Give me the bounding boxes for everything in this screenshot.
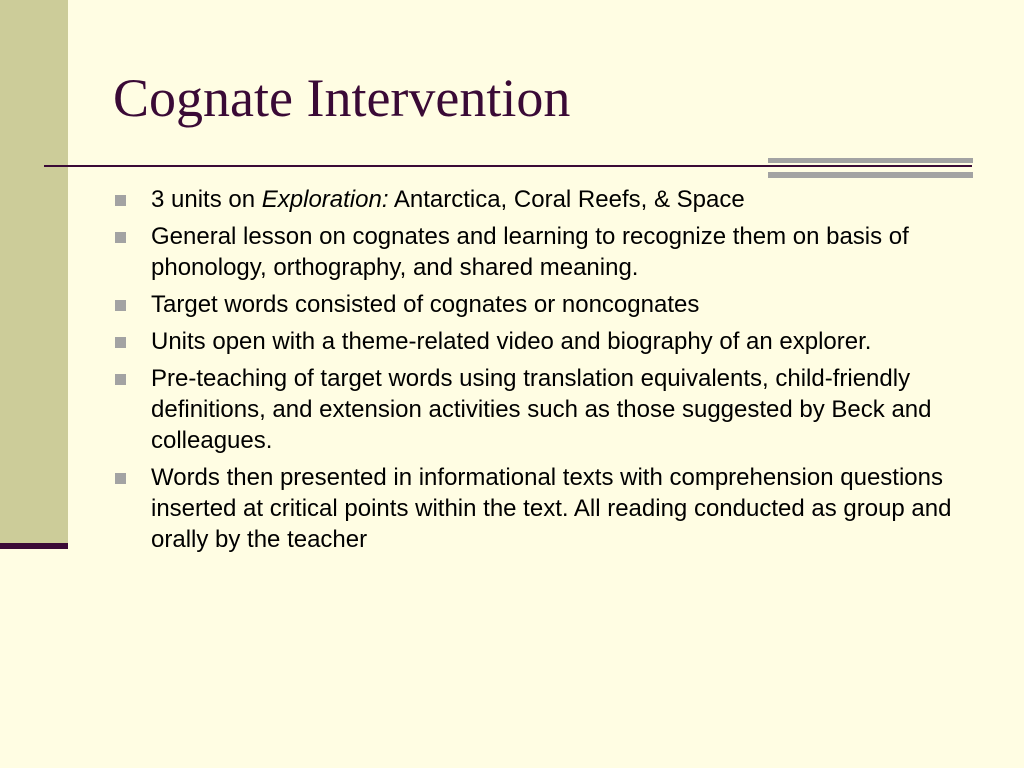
bullet-text: Target words consisted of cognates or noncognates <box>151 291 700 318</box>
bullet-item <box>113 184 973 215</box>
left-band-underline <box>0 543 68 549</box>
accent-bar-lower <box>768 172 973 178</box>
bullet-item <box>113 289 973 320</box>
bullet-item <box>113 363 973 456</box>
title-divider-line <box>44 165 972 167</box>
bullet-item <box>113 326 973 357</box>
bullet-item <box>113 221 973 283</box>
bullet-text-prefix: 3 units on <box>151 186 262 213</box>
bullet-text-suffix: Antarctica, Coral Reefs, & Space <box>388 186 745 213</box>
bullet-text: Words then presented in informational texts with comprehension questions inserted at critical points within the text. All reading conducted as group and orally by the teacher <box>151 464 952 553</box>
square-bullet-icon <box>115 374 126 385</box>
bullet-text-emphasis: Exploration: <box>261 186 389 213</box>
bullet-text: General lesson on cognates and learning to recognize them on basis of phonology, orthography, and shared meaning. <box>151 223 909 281</box>
bullet-item <box>113 462 973 555</box>
bullet-list <box>113 184 973 561</box>
slide-title: Cognate Intervention <box>113 68 571 128</box>
square-bullet-icon <box>115 473 126 484</box>
square-bullet-icon <box>115 337 126 348</box>
bullet-text: Pre-teaching of target words using translation equivalents, child-friendly definitions, and extension activities such as those suggested by Beck and colleagues. <box>151 365 932 454</box>
bullet-text: Units open with a theme-related video and biography of an explorer. <box>151 328 872 355</box>
square-bullet-icon <box>115 195 126 206</box>
square-bullet-icon <box>115 232 126 243</box>
square-bullet-icon <box>115 300 126 311</box>
accent-bar-upper <box>768 158 973 163</box>
left-decorative-band <box>0 0 68 543</box>
